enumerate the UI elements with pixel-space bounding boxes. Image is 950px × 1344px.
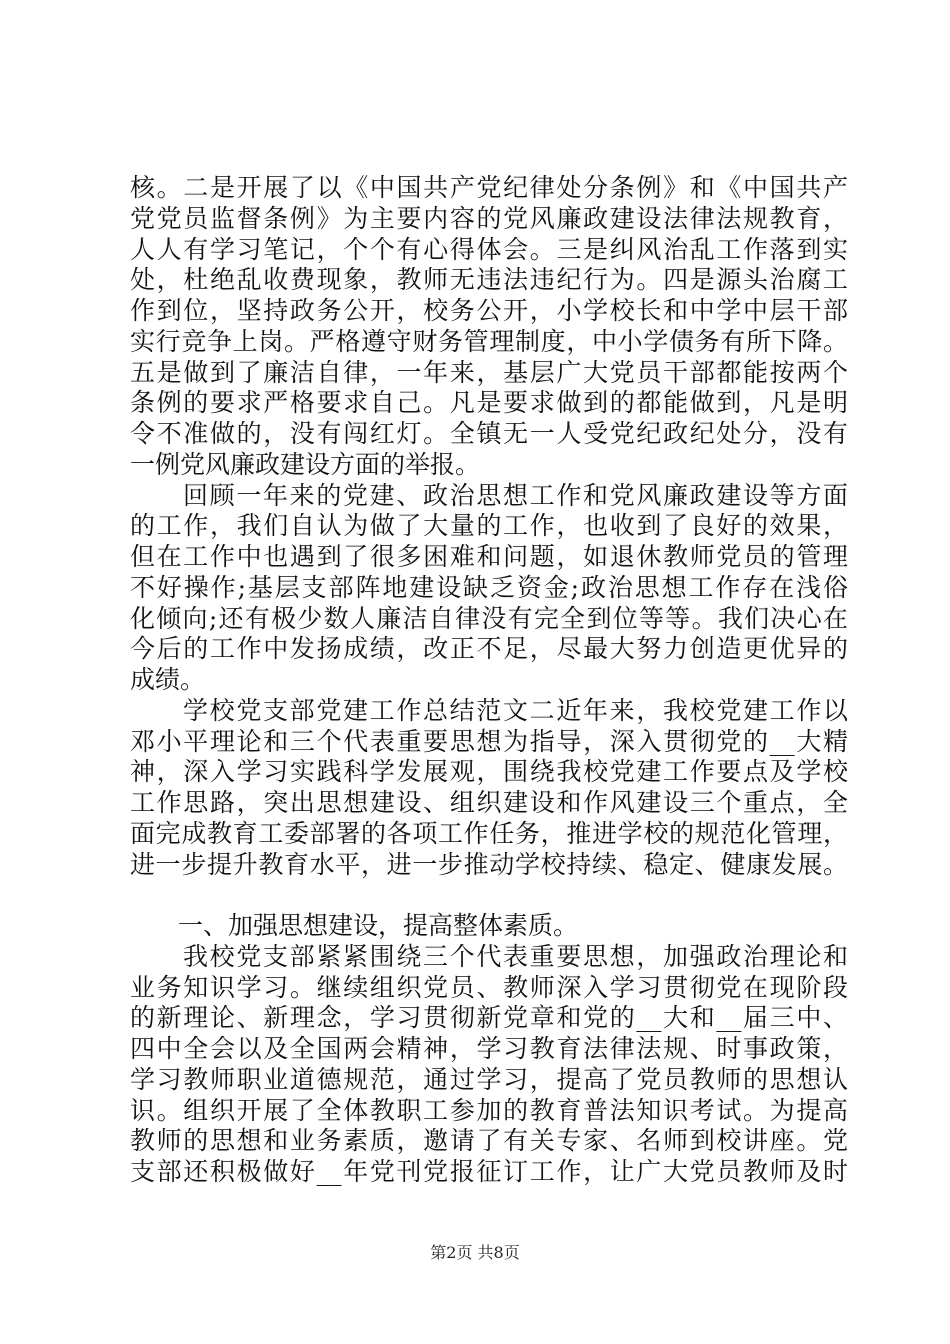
text-line: 实行竞争上岗。严格遵守财务管理制度，中小学债务有所下降。: [130, 326, 848, 356]
text-line: 邓小平理论和三个代表重要思想为指导，深入贯彻党的__大精: [130, 726, 848, 756]
page-indicator: 第2页 共8页: [430, 1243, 520, 1262]
text-line: 面完成教育工委部署的各项工作任务，推进学校的规范化管理，: [130, 818, 848, 848]
text-line: 但在工作中也遇到了很多困难和问题，如退休教师党员的管理: [130, 542, 848, 571]
text-line: 处，杜绝乱收费现象，教师无违法违纪行为。四是源头治腐工: [130, 265, 848, 295]
paragraph-2: [130, 481, 848, 696]
section-heading: [130, 911, 848, 942]
text-line: 一例党风廉政建设方面的举报。: [130, 449, 481, 479]
text-line: 回顾一年来的党建、政治思想工作和党风廉政建设等方面: [183, 480, 848, 510]
text-line: 的新理论、新理念，学习贯彻新党章和党的__大和__届三中、: [130, 1003, 848, 1033]
text-line: 学校党支部党建工作总结范文二近年来，我校党建工作以: [183, 695, 848, 725]
text-line: 四中全会以及全国两会精神，学习教育法律法规、时事政策，: [130, 1034, 848, 1063]
text-line: 业务知识学习。继续组织党员、教师深入学习贯彻党在现阶段: [130, 972, 848, 1002]
text-line: 人人有学习笔记，个个有心得体会。三是纠风治乱工作落到实: [130, 234, 848, 264]
text-line: 不好操作;基层支部阵地建设缺乏资金;政治思想工作存在浅俗: [130, 572, 848, 602]
text-line: 的工作，我们自认为做了大量的工作，也收到了良好的效果，: [130, 511, 848, 541]
text-line: 成绩。: [130, 665, 206, 694]
text-line: 支部还积极做好__年党刊党报征订工作，让广大党员教师及时: [130, 1157, 848, 1186]
text-line: 党党员监督条例》为主要内容的党风廉政建设法律法规教育，: [130, 203, 848, 233]
paragraph-1: [130, 173, 848, 481]
paragraph-4: [130, 942, 848, 1188]
text-line: 化倾向;还有极少数人廉洁自律没有完全到位等等。我们决心在: [130, 603, 848, 633]
text-line: 令不准做的，没有闯红灯。全镇无一人受党纪政纪处分，没有: [130, 419, 848, 448]
text-line: 教师的思想和业务素质，邀请了有关专家、名师到校讲座。党: [130, 1126, 848, 1156]
page-footer: [0, 1240, 950, 1266]
text-line: 学习教师职业道德规范，通过学习，提高了党员教师的思想认: [130, 1064, 848, 1094]
text-line: 核。二是开展了以《中国共产党纪律处分条例》和《中国共产: [130, 173, 848, 202]
text-line: 作到位，坚持政务公开，校务公开，小学校长和中学中层干部: [130, 296, 848, 325]
text-line: 识。组织开展了全体教职工参加的教育普法知识考试。为提高: [130, 1095, 848, 1125]
text-line: 神，深入学习实践科学发展观，围绕我校党建工作要点及学校: [130, 757, 848, 787]
text-line: 条例的要求严格要求自己。凡是要求做到的都能做到，凡是明: [130, 388, 848, 418]
text-line: 进一步提升教育水平，进一步推动学校持续、稳定、健康发展。: [130, 849, 848, 879]
text-line: 今后的工作中发扬成绩，改正不足，尽最大努力创造更优异的: [130, 634, 848, 664]
text-line: 我校党支部紧紧围绕三个代表重要思想，加强政治理论和: [183, 941, 848, 971]
text-line: 五是做到了廉洁自律，一年来，基层广大党员干部都能按两个: [130, 357, 848, 387]
text-line: 工作思路，突出思想建设、组织建设和作风建设三个重点，全: [130, 788, 848, 817]
paragraph-3: [130, 696, 848, 881]
heading-line: 一、加强思想建设，提高整体素质。: [178, 911, 579, 940]
body-text: [130, 173, 848, 1188]
